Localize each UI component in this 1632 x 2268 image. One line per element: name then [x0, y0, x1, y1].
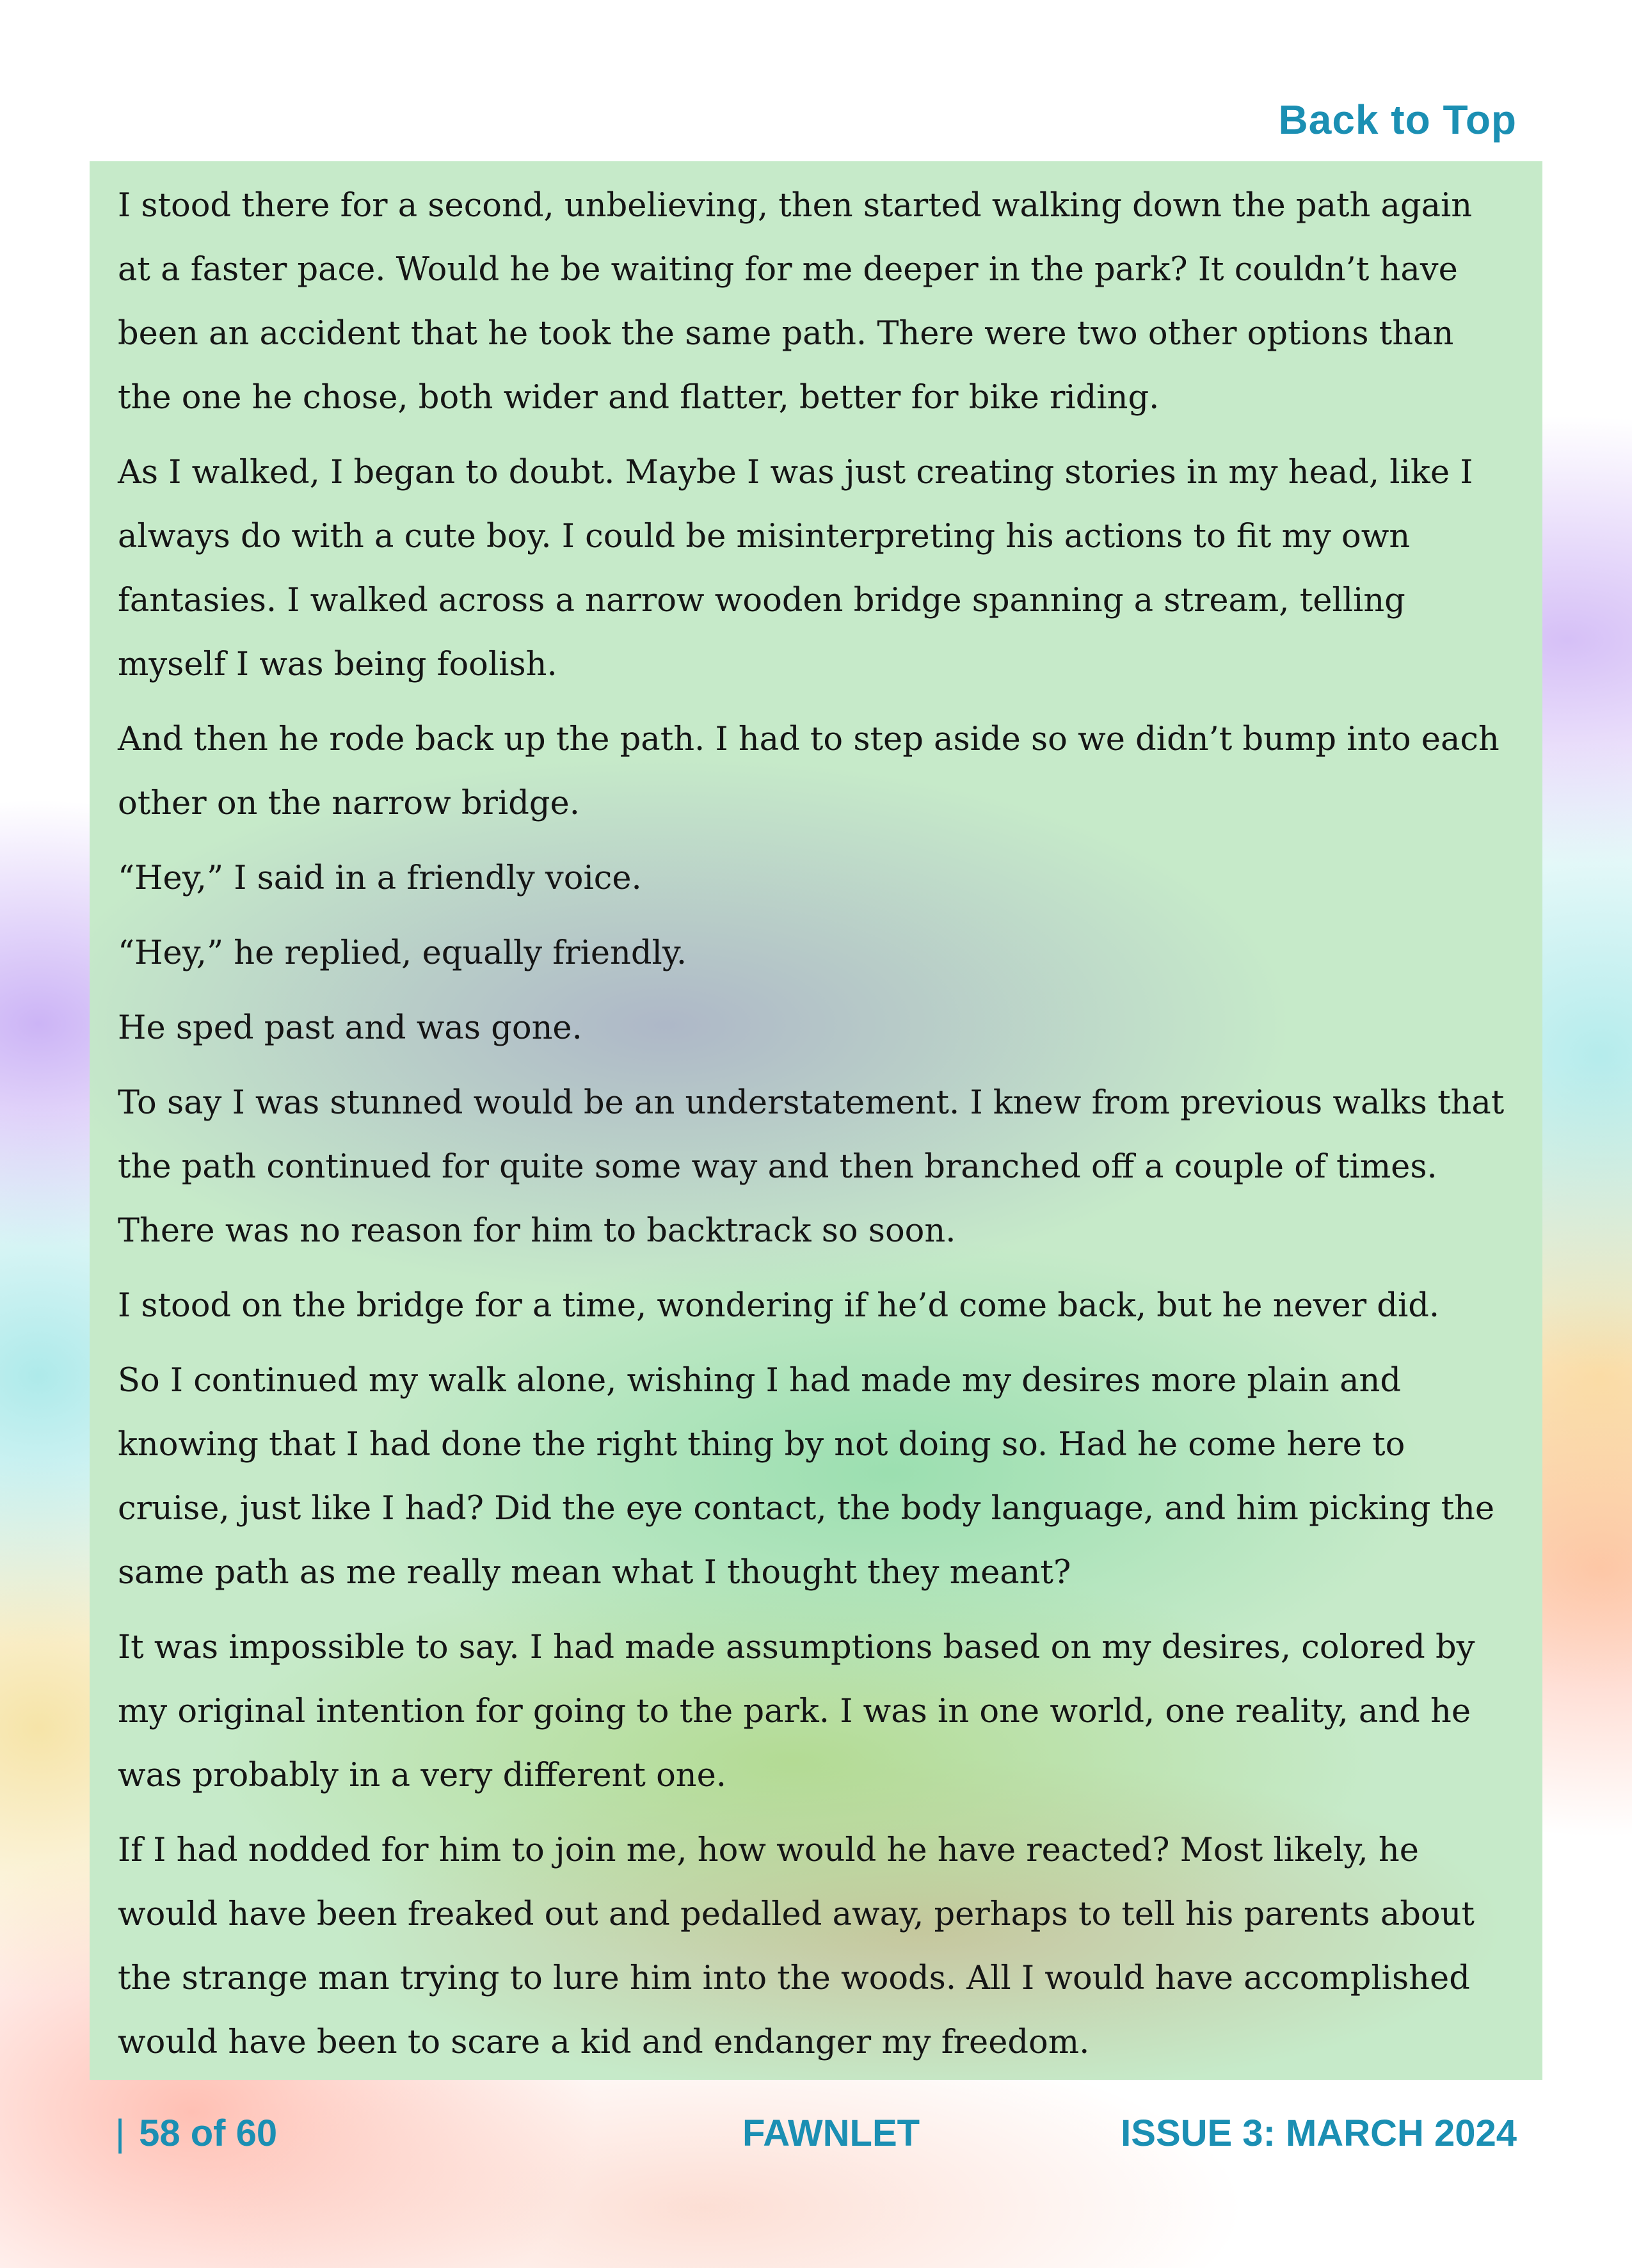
paragraph: It was impossible to say. I had made assumptions based on my desires, colored by my original intention for going to the park. I was in one world, one reality, and he was probably in a very different one. [118, 1629, 1475, 1794]
page-number [115, 2112, 277, 2155]
article-text-panel [90, 161, 1542, 2080]
paragraph: So I continued my walk alone, wishing I had made my desires more plain and knowing that I had done the right thing by not doing so. Had he come here to cruise, just like I had? Did the eye contact, the body language, and him picking the same path as me really mean what I thought they meant? [118, 1362, 1495, 1592]
issue-label: ISSUE 3: MARCH 2024 [1121, 2112, 1517, 2154]
paragraph: To say I was stunned would be an understatement. I knew from previous walks that the path continued for quite some way and then branched off a couple of times. There was no reason for him to backtrack so soon. [118, 1084, 1505, 1250]
paragraph: “Hey,” he replied, equally friendly. [118, 934, 687, 972]
paragraph: I stood on the bridge for a time, wondering if he’d come back, but he never did. [118, 1287, 1440, 1325]
paragraph: As I walked, I began to doubt. Maybe I was just creating stories in my head, like I always do with a cute boy. I could be misinterpreting his actions to fit my own fantasies. I walked across a narrow wooden bridge spanning a stream, telling myself I was being foolish. [118, 454, 1473, 683]
magazine-title: FAWNLET [742, 2112, 920, 2154]
paragraph: He sped past and was gone. [118, 1009, 582, 1047]
page-number-text: 58 of 60 [139, 2112, 278, 2154]
back-to-top-link[interactable]: Back to Top [1278, 97, 1517, 143]
paragraph: “Hey,” I said in a friendly voice. [118, 859, 642, 897]
footer-separator: | [115, 2112, 125, 2154]
paragraph: And then he rode back up the path. I had to step aside so we didn’t bump into each other on the narrow bridge. [118, 721, 1500, 822]
page-footer [0, 2112, 1632, 2163]
paragraph: If I had nodded for him to join me, how would he have reacted? Most likely, he would have been freaked out and pedalled away, perhaps to tell his parents about the strange man trying to lure him into the woods. All I would have accomplished would have been to scare a kid and endanger my freedom. [118, 1832, 1475, 2061]
paragraph: I stood there for a second, unbelieving, then started walking down the path again at a faster pace. Would he be waiting for me deeper in the park? It couldn’t have been an accident that he took the same path. There were two other options than the one he chose, both wider and flatter, better for bike riding. [118, 187, 1473, 417]
